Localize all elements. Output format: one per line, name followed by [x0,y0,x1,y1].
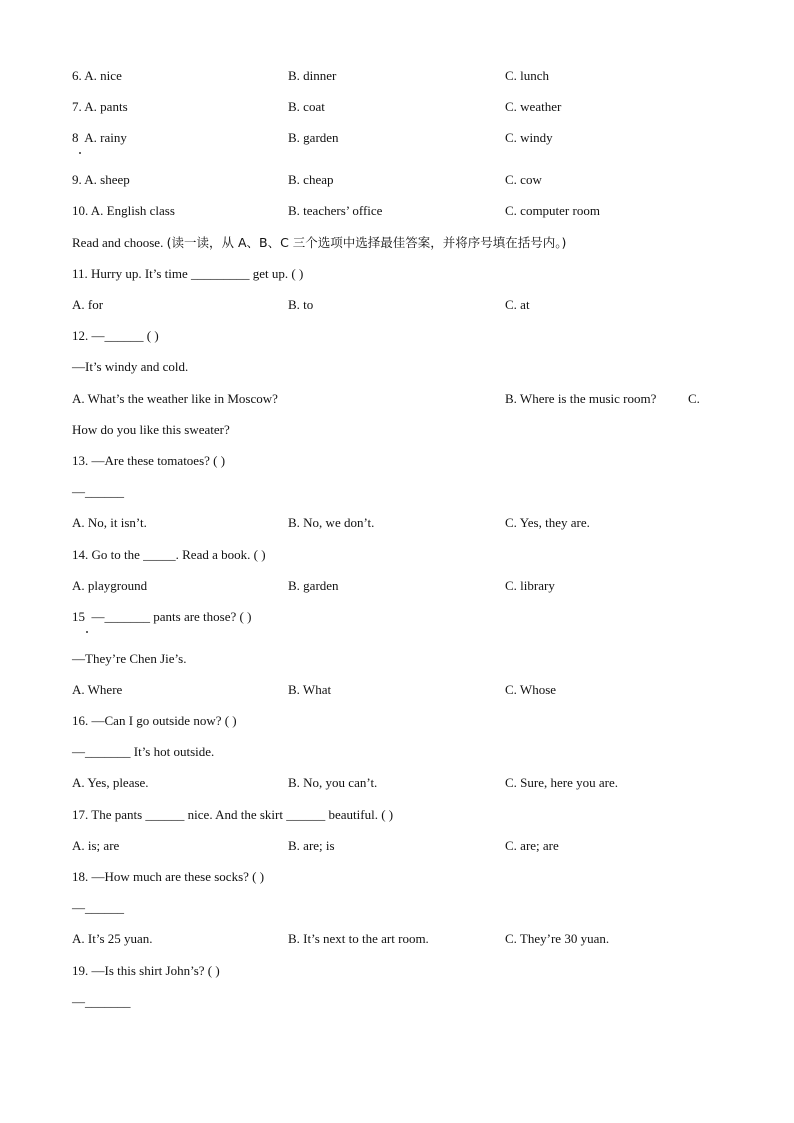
q9-option-a-text: A. sheep [84,172,130,187]
section-heading-en: Read and choose. [72,235,164,250]
q11-option-c: C. at [505,297,530,312]
q13-option-c: C. Yes, they are. [505,515,590,530]
q7-option-a [72,99,128,115]
q8-option-c: C. windy [505,130,553,145]
q10-option-b: B. teachers’ office [288,203,383,218]
q12-option-b: B. Where is the music room? [505,391,657,406]
q8-option-b: B. garden [288,130,339,145]
q8-option-a [72,130,127,146]
q18-stem: 18. —How much are these socks? ( ) [72,869,265,884]
q8-option-a-text: A. rainy [84,130,127,145]
q9-number: 9. [72,172,82,187]
q15-option-b: B. What [288,682,332,697]
q13-reply: —______ [72,484,124,499]
q18-option-c: C. They’re 30 yuan. [505,931,610,946]
q13-option-a: A. No, it isn’t. [72,515,147,530]
section-heading-cn: (读一读，从 A、B、C 三个选项中选择最佳答案，并将序号填在括号内。) [166,235,567,250]
q8-number: 8 [72,130,79,145]
q11-option-b: B. to [288,297,314,312]
q16-reply: —_______ It’s hot outside. [72,744,215,759]
q17-option-b: B. are; is [288,838,335,853]
q9-option-c: C. cow [505,172,542,187]
q14-option-a: A. playground [72,578,148,593]
q16-option-c: C. Sure, here you are. [505,775,618,790]
q6-number: 6. [72,68,82,83]
q13-stem: 13. —Are these tomatoes? ( ) [72,453,226,468]
q16-option-b: B. No, you can’t. [288,775,378,790]
q19-stem: 19. —Is this shirt John’s? ( ) [72,963,220,978]
q11-stem: 11. Hurry up. It’s time _________ get up. ( ) [72,266,304,281]
q10-option-a-text: A. English class [90,203,175,218]
q12-reply: —It’s windy and cold. [72,359,189,374]
q13-option-b: B. No, we don’t. [288,515,375,530]
q15-reply: —They’re Chen Jie’s. [72,651,187,666]
q7-option-a-text: A. pants [84,99,128,114]
q9-option-b: B. cheap [288,172,334,187]
q15-stem: —_______ pants are those? ( ) [91,609,252,624]
q12-stem: 12. —______ ( ) [72,328,159,343]
q10-option-a [72,203,175,219]
q16-stem: 16. —Can I go outside now? ( ) [72,713,237,728]
q6-option-a [72,68,122,84]
q12-option-c-label: C. [688,391,700,406]
q18-reply: —______ [72,900,124,915]
q9-option-a [72,172,130,188]
q19-reply: —_______ [72,994,131,1009]
q14-stem: 14. Go to the _____. Read a book. ( ) [72,547,266,562]
q18-option-a: A. It’s 25 yuan. [72,931,153,946]
q15-number: 15 [72,609,85,624]
q6-option-a-text: A. nice [84,68,122,83]
q11-option-a: A. for [72,297,104,312]
q10-option-c: C. computer room [505,203,600,218]
q15-option-c: C. Whose [505,682,557,697]
q16-option-a: A. Yes, please. [72,775,149,790]
q6-option-c: C. lunch [505,68,550,83]
q17-option-c: C. are; are [505,838,559,853]
q7-number: 7. [72,99,82,114]
q8-stray-dot [79,152,81,154]
q15-stray-dot [86,631,88,633]
q15-stem-line [72,609,251,625]
q12-option-a: A. What’s the weather like in Moscow? [72,391,278,406]
q18-option-b: B. It’s next to the art room. [288,931,429,946]
section-heading [72,235,566,251]
q14-option-c: C. library [505,578,555,593]
q15-option-a: A. Where [72,682,123,697]
q10-number: 10. [72,203,89,218]
q7-option-c: C. weather [505,99,562,114]
q17-option-a: A. is; are [72,838,120,853]
q14-option-b: B. garden [288,578,339,593]
q6-option-b: B. dinner [288,68,337,83]
q7-option-b: B. coat [288,99,325,114]
q17-stem: 17. The pants ______ nice. And the skirt ______ beautiful. ( ) [72,807,394,822]
q12-option-c-text: How do you like this sweater? [72,422,230,437]
